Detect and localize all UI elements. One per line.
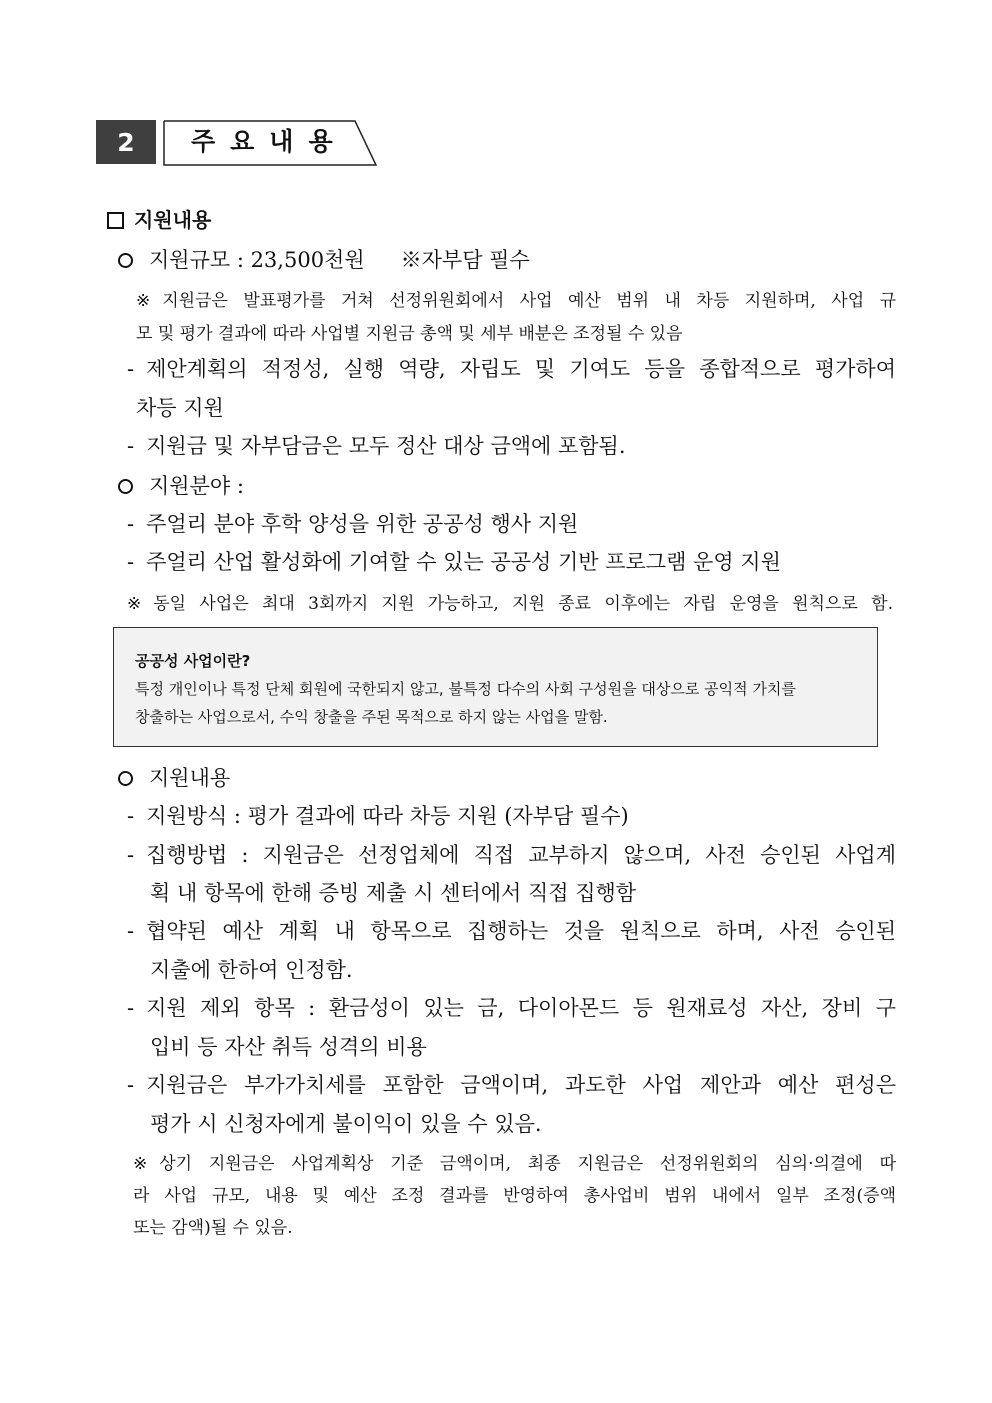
field-item-2: - 주얼리 산업 활성화에 기여할 수 있는 공공성 기반 프로그램 운영 지원 bbox=[127, 550, 781, 574]
circle-bullet-icon bbox=[118, 771, 133, 786]
dash-bullet: - bbox=[127, 357, 135, 381]
dash-bullet: - bbox=[127, 550, 135, 574]
info-box-line2: 창출하는 사업으로서, 수익 창출을 주된 목적으로 하지 않는 사업을 말함. bbox=[135, 708, 608, 726]
final-note-line2: 라 사업 규모, 내용 및 예산 조정 결과를 반영하여 총사업비 범위 내에서 일부 조정(증액 bbox=[133, 1186, 896, 1206]
info-box-line1: 특정 개인이나 특정 단체 회원에 국한되지 않고, 불특정 다수의 사회 구성원을 대상으로 공익적 가치를 bbox=[135, 680, 796, 698]
dash-bullet: - bbox=[127, 512, 135, 536]
support-scale-note: ※자부담 필수 bbox=[400, 248, 530, 272]
content-item-2-cont: 획 내 항목에 한해 증빙 제출 시 센터에서 직접 집행함 bbox=[150, 881, 637, 905]
scale-item-1: - 제안계획의 적정성, 실행 역량, 자립도 및 기여도 등을 종합적으로 평가하여 bbox=[127, 357, 896, 381]
circle-bullet-icon bbox=[118, 479, 133, 494]
section-title-box bbox=[163, 120, 378, 166]
field-item-1: - 주얼리 분야 후학 양성을 위한 공공성 행사 지원 bbox=[127, 512, 579, 536]
content-item-3-cont: 지출에 한하여 인정함. bbox=[150, 958, 353, 982]
note-mark: ※ bbox=[133, 1154, 148, 1174]
info-box bbox=[113, 627, 878, 747]
content-item-5-cont: 평가 시 신청자에게 불이익이 있을 수 있음. bbox=[150, 1112, 542, 1136]
scale-note-line1: ※ 지원금은 발표평가를 거쳐 선정위원회에서 사업 예산 범위 내 차등 지원하며, 사업 규 bbox=[136, 291, 896, 311]
dash-bullet: - bbox=[127, 843, 135, 867]
heading-text: 지원내용 bbox=[134, 208, 212, 232]
circle-bullet-icon bbox=[118, 253, 133, 268]
section-title: 주요내용 bbox=[191, 127, 348, 156]
content-item-4-cont: 입비 등 자산 취득 성격의 비용 bbox=[150, 1035, 427, 1059]
support-content: 지원내용 bbox=[118, 762, 230, 792]
dash-bullet: - bbox=[127, 919, 135, 943]
content-item-1: - 지원방식 : 평가 결과에 따라 차등 지원 (자부담 필수) bbox=[127, 804, 629, 828]
scale-note-line2: 모 및 평가 결과에 따라 사업별 지원금 총액 및 세부 배분은 조정될 수 있음 bbox=[136, 324, 683, 344]
content-item-3: - 협약된 예산 계획 내 항목으로 집행하는 것을 원칙으로 하며, 사전 승인된 bbox=[127, 919, 896, 943]
support-scale-label: 지원규모 : 23,500천원 bbox=[149, 248, 365, 272]
dash-bullet: - bbox=[127, 996, 135, 1020]
info-box-title: 공공성 사업이란? bbox=[135, 652, 251, 670]
scale-item-2: - 지원금 및 자부담금은 모두 정산 대상 금액에 포함됨. bbox=[127, 434, 626, 458]
final-note-line1: ※ 상기 지원금은 사업계획상 기준 금액이며, 최종 지원금은 선정위원회의 심의·의결에 따 bbox=[133, 1154, 896, 1174]
field-note: ※ 동일 사업은 최대 3회까지 지원 가능하고, 지원 종료 이후에는 자립 운영을 원칙으로 함. bbox=[127, 594, 893, 614]
dash-bullet: - bbox=[127, 804, 135, 828]
content-heading bbox=[107, 204, 211, 233]
note-mark: ※ bbox=[127, 594, 142, 614]
content-item-4: - 지원 제외 항목 : 환금성이 있는 금, 다이아몬드 등 원재료성 자산, 장비 구 bbox=[127, 996, 896, 1020]
support-field: 지원분야 : bbox=[118, 470, 244, 500]
note-mark: ※ bbox=[136, 291, 151, 311]
content-item-5: - 지원금은 부가가치세를 포함한 금액이며, 과도한 사업 제안과 예산 편성은 bbox=[127, 1073, 896, 1097]
dash-bullet: - bbox=[127, 434, 135, 458]
checkbox-square-icon bbox=[107, 212, 124, 229]
content-item-2: - 집행방법 : 지원금은 선정업체에 직접 교부하지 않으며, 사전 승인된 사업계 bbox=[127, 843, 896, 867]
section-number: 2 bbox=[96, 120, 156, 164]
final-note-line3: 또는 감액)될 수 있음. bbox=[133, 1218, 293, 1238]
support-scale bbox=[118, 244, 530, 274]
dash-bullet: - bbox=[127, 1073, 135, 1097]
scale-item-1-cont: 차등 지원 bbox=[136, 396, 224, 420]
